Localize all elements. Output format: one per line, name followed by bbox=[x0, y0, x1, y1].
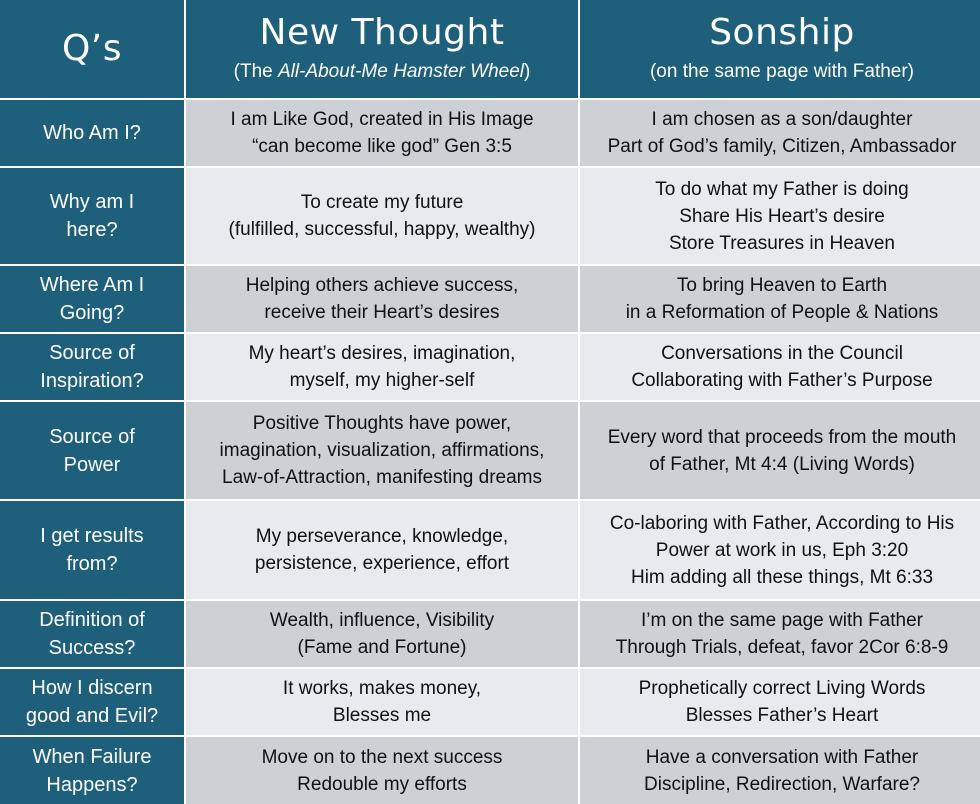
new-thought-cell-line: Wealth, influence, Visibility bbox=[269, 610, 495, 631]
new-thought-cell-line: Law-of-Attraction, manifesting dreams bbox=[222, 467, 542, 488]
question-cell-line: Going? bbox=[59, 302, 125, 324]
question-cell-line: How I discern bbox=[31, 677, 153, 699]
header-questions bbox=[0, 0, 184, 98]
question-cell-line: Source of bbox=[49, 425, 135, 448]
new-thought-cell bbox=[186, 737, 578, 804]
sonship-cell bbox=[580, 402, 980, 499]
header-questions-title: Q’s bbox=[61, 28, 123, 69]
sonship-cell-line: I am chosen as a son/daughter bbox=[651, 109, 913, 130]
new-thought-cell-line: receive their Heart’s desires bbox=[264, 302, 500, 323]
sonship-cell-line: Power at work in us, Eph 3:20 bbox=[655, 539, 909, 561]
header-new-thought-title: New Thought bbox=[259, 12, 505, 53]
sonship-cell-line: I’m on the same page with Father bbox=[641, 610, 923, 631]
header-sonship bbox=[580, 0, 980, 98]
question-cell-line: Where Am I bbox=[39, 274, 145, 296]
sonship-cell-line: Conversations in the Council bbox=[661, 343, 903, 364]
question-cell-line: Success? bbox=[48, 637, 136, 659]
new-thought-cell-line: It works, makes money, bbox=[282, 678, 482, 699]
new-thought-cell-line: myself, my higher-self bbox=[289, 370, 475, 391]
question-cell-line: Why am I bbox=[49, 191, 135, 213]
new-thought-cell-line: (Fame and Fortune) bbox=[297, 637, 467, 658]
new-thought-cell bbox=[186, 601, 578, 667]
sonship-cell bbox=[580, 669, 980, 735]
sonship-cell-line: Through Trials, defeat, favor 2Cor 6:8-9 bbox=[615, 637, 949, 658]
new-thought-cell-line: Move on to the next success bbox=[261, 746, 503, 768]
sonship-cell-line: To do what my Father is doing bbox=[655, 178, 909, 200]
question-cell-line: Source of bbox=[49, 342, 135, 364]
question-cell bbox=[0, 100, 184, 166]
sonship-cell bbox=[580, 168, 980, 264]
new-thought-cell-line: Helping others achieve success, bbox=[245, 275, 519, 296]
new-thought-cell-line: My perseverance, knowledge, bbox=[255, 526, 509, 547]
sonship-cell-line: in a Reformation of People & Nations bbox=[625, 302, 939, 323]
sonship-cell bbox=[580, 334, 980, 400]
sonship-cell-line: Him adding all these things, Mt 6:33 bbox=[630, 566, 934, 588]
new-thought-cell bbox=[186, 168, 578, 264]
sonship-cell-line: Part of God’s family, Citizen, Ambassador bbox=[607, 136, 957, 157]
new-thought-cell-line: “can become like god” Gen 3:5 bbox=[252, 136, 512, 157]
sonship-cell-line: To bring Heaven to Earth bbox=[676, 275, 888, 296]
new-thought-cell-line: Redouble my efforts bbox=[297, 773, 467, 795]
sonship-cell-line: Have a conversation with Father bbox=[645, 746, 919, 768]
new-thought-cell bbox=[186, 501, 578, 599]
question-cell-line: Definition of bbox=[39, 609, 145, 631]
new-thought-cell bbox=[186, 402, 578, 499]
question-cell-line: good and Evil? bbox=[25, 705, 159, 727]
sonship-cell-line: Discipline, Redirection, Warfare? bbox=[644, 773, 920, 795]
question-cell-line: Who Am I? bbox=[43, 122, 141, 144]
question-cell-line: Power bbox=[63, 453, 121, 476]
sonship-cell bbox=[580, 501, 980, 599]
new-thought-cell-line: (fulfilled, successful, happy, wealthy) bbox=[228, 219, 536, 240]
new-thought-cell bbox=[186, 334, 578, 400]
sonship-cell-line: Store Treasures in Heaven bbox=[668, 232, 895, 254]
new-thought-cell bbox=[186, 100, 578, 166]
new-thought-cell-line: Positive Thoughts have power, bbox=[252, 413, 512, 434]
question-cell-line: from? bbox=[66, 553, 118, 575]
question-cell-line: When Failure bbox=[32, 745, 152, 768]
question-cell bbox=[0, 334, 184, 400]
sonship-cell bbox=[580, 266, 980, 332]
sonship-cell-line: Collaborating with Father’s Purpose bbox=[631, 370, 933, 391]
new-thought-cell-line: imagination, visualization, affirmations, bbox=[219, 440, 545, 461]
sonship-cell bbox=[580, 737, 980, 804]
question-cell-line: Inspiration? bbox=[40, 370, 144, 392]
question-cell bbox=[0, 601, 184, 667]
new-thought-cell bbox=[186, 669, 578, 735]
sonship-cell bbox=[580, 100, 980, 166]
new-thought-cell-line: I am Like God, created in His Image bbox=[230, 109, 534, 130]
sonship-cell-line: Every word that proceeds from the mouth bbox=[607, 426, 957, 448]
question-cell bbox=[0, 266, 184, 332]
new-thought-cell bbox=[186, 266, 578, 332]
sonship-cell-line: Co-laboring with Father, According to His bbox=[609, 512, 955, 534]
header-sonship-subtitle: (on the same page with Father) bbox=[649, 61, 915, 82]
question-cell bbox=[0, 501, 184, 599]
question-cell bbox=[0, 402, 184, 499]
new-thought-cell-line: My heart’s desires, imagination, bbox=[248, 343, 516, 364]
question-cell bbox=[0, 669, 184, 735]
sonship-cell bbox=[580, 601, 980, 667]
new-thought-cell-line: Blesses me bbox=[332, 705, 432, 726]
header-new-thought-subtitle: (The All-About-Me Hamster Wheel) bbox=[233, 61, 531, 82]
new-thought-cell-line: persistence, experience, effort bbox=[254, 553, 510, 574]
question-cell bbox=[0, 168, 184, 264]
new-thought-cell-line: To create my future bbox=[300, 192, 464, 213]
sonship-cell-line: Share His Heart’s desire bbox=[679, 205, 885, 227]
header-new-thought bbox=[186, 0, 578, 98]
question-cell bbox=[0, 737, 184, 804]
sonship-cell-line: Prophetically correct Living Words bbox=[638, 678, 926, 699]
question-cell-line: here? bbox=[66, 219, 118, 241]
sonship-cell-line: Blesses Father’s Heart bbox=[685, 705, 879, 726]
question-cell-line: Happens? bbox=[46, 773, 138, 796]
sonship-cell-line: of Father, Mt 4:4 (Living Words) bbox=[649, 453, 915, 475]
header-sonship-title: Sonship bbox=[709, 12, 855, 53]
question-cell-line: I get results bbox=[40, 525, 144, 547]
